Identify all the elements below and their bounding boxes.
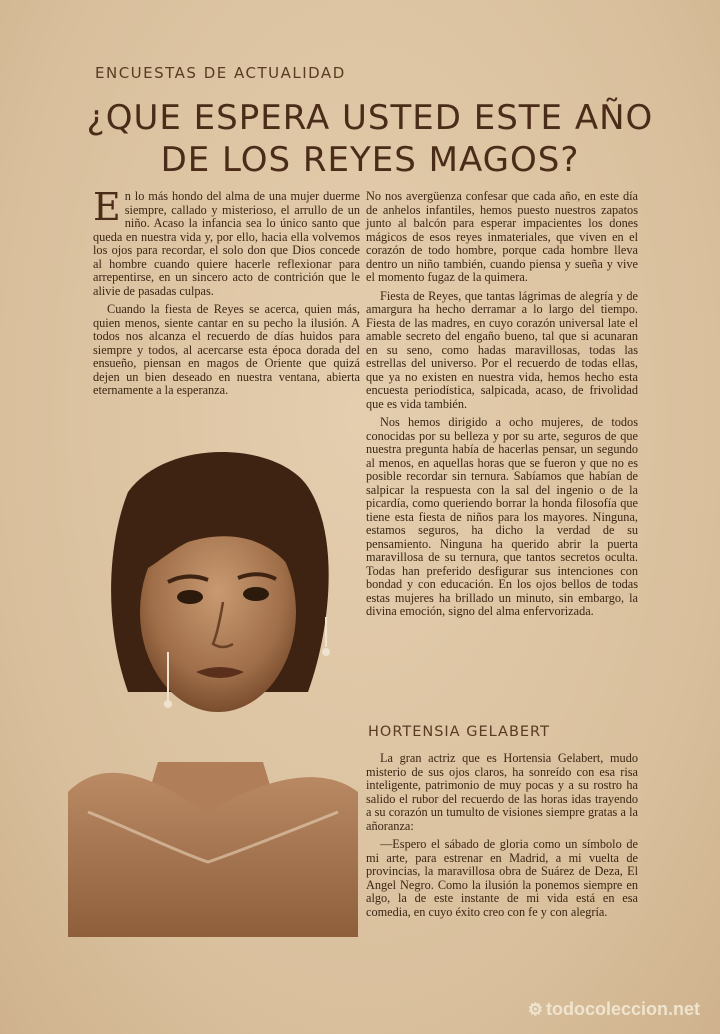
article-column-right (366, 190, 638, 624)
drop-cap: E (93, 185, 121, 229)
portrait-illustration (68, 432, 358, 937)
article-paragraph (93, 185, 360, 298)
section-subhead: HORTENSIA GELABERT (368, 724, 550, 740)
portrait-photo (68, 432, 358, 937)
article-paragraph: —Espero el sábado de gloria como un símbolo de mi arte, para estrenar en Madrid, a mi vuelta de provincias, la maravillosa obra de Suárez de Deza, El Angel Negro. Como la ilusión la ponemos siempre en algo, la de este instante de mi vida está en esa comedia, en cuyo éxito creo con fe y con alegría. (366, 837, 638, 919)
article-paragraph: Fiesta de Reyes, que tantas lágrimas de alegría y de amargura ha hecho derramar a lo largo del tiempo. Fiesta de las madres, en cuyo corazón universal late el amable secreto del engaño bueno, tal que si acunaran en su seno, como hadas maravillosas, todas las estrellas del universo. Por el recuerdo de todas ellas, que ya no existen en nuestra vida, hemos hecho esta encuesta periodística, salpicada, acaso, de frivolidad que es vida también. (366, 288, 638, 411)
article-column-left (93, 185, 360, 403)
watermark-text: todocoleccion.net (545, 999, 700, 1019)
article-paragraph: Cuando la fiesta de Reyes se acerca, quien más, quien menos, siente cantar en su pecho la ilusión. A todos nos alcanza el recuerdo de días huidos para siempre y todos, al acercarse esta época dorada del ensueño, piensan en magos de Oriente que quizá dejen un bien deseado en nuestra ventana, abierta eternamente a la esperanza. (93, 302, 360, 397)
kicker: ENCUESTAS DE ACTUALIDAD (95, 64, 346, 82)
watermark (528, 999, 700, 1020)
paragraph-text: n lo más hondo del alma de una mujer duerme siempre, callado y misterioso, el arrullo de un niño. Acaso la infancia sea lo único santo que queda en nuestra vida y, por ello, hacia ella volvemos los ojos para recordar, el solo don que Dios concede al hombre cuando quiere hacerle reflexionar para arrepentirse, en un sincero acto de contrición que le alivie de pasadas culpas. (93, 189, 360, 298)
section-column (366, 752, 638, 924)
article-paragraph: La gran actriz que es Hortensia Gelabert, mudo misterio de sus ojos claros, ha sonreído con esa risa inteligente, patrimonio de muy pocas y a su rostro ha salido el rubor del recuerdo de las horas idas trayendo a su corazón un tumulto de visiones siempre gratas a la añoranza: (366, 751, 638, 833)
page-title-line-1: ¿QUE ESPERA USTED ESTE AÑO (86, 98, 654, 138)
article-paragraph: No nos avergüenza confesar que cada año, en este día de anhelos infantiles, hemos puesto nuestros zapatos junto al balcón para esperar impacientes los dones mágicos de esos reyes inmateriales, que viven en el corazón de todo hombre, porque cada hombre lleva dentro un niño también, cuando piensa y sueña y vive el momento fugaz de la quimera. (366, 189, 638, 284)
page-title-line-2: DE LOS REYES MAGOS? (160, 140, 580, 180)
gear-icon: ⚙ (527, 1000, 543, 1019)
article-paragraph: Nos hemos dirigido a ocho mujeres, de todos conocidas por su belleza y por su arte, seguros de que nuestra pregunta había de hacerlas pensar, un segundo al menos, en aquellas horas que se fueron y que no es posible recordar sin ternura. Sabíamos que habían de salpicar la respuesta con la sal del ingenio o de la picardía, como queriendo borrar la honda filosofía que tiene esta fiesta de niños para los mayores. Ninguna, estamos seguros, ha dicho la verdad de su pensamiento. Ninguna ha querido abrir la puerta maravillosa de su ternura, que tantos secretos oculta. Todas han preferido desfigurar sus intenciones con bondad y con educación. En los ojos bellos de todas estas mujeres ha brillado un minuto, sin embargo, la divina emoción, signo del alma enfervorizada. (366, 415, 638, 618)
